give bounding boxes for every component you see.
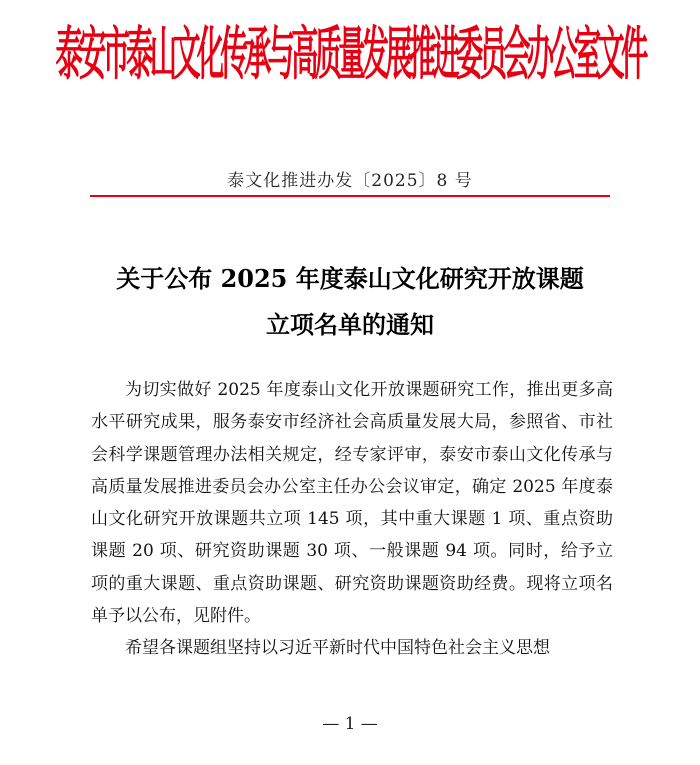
red-divider — [90, 195, 610, 197]
notice-title-line2: 立项名单的通知 — [266, 310, 434, 339]
notice-title-line1: 关于公布 2025 年度泰山文化研究开放课题 — [116, 264, 584, 293]
body-paragraph: 为切实做好 2025 年度泰山文化开放课题研究工作，推出更多高水平研究成果，服务泰安市经济社会高质量发展大局，参照省、市社会科学课题管理办法相关规定，经专家评审，泰安市泰山文化传承与高质量发展推进委员会办公室主任办公会议审定，确定 2025 年度泰山文化研究开放课题共立项 145 项，其中重大课题 1 项、重点资助课题 20 项、研究资助课题 30 项、一般课题 94 项。同时，给予立项的重大课题、重点资助课题、研究资助课题资助经费。现将立项名单予以公布，见附件。 — [91, 380, 613, 627]
page-number: — 1 — — [322, 714, 378, 734]
document-number: 泰文化推进办发〔2025〕8 号 — [227, 171, 473, 191]
masthead-title: 泰安市泰山文化传承与高质量发展推进委员会办公室文件 — [55, 21, 645, 89]
notice-body — [91, 374, 613, 665]
notice-title — [0, 256, 700, 348]
masthead — [0, 8, 700, 90]
body-paragraph: 希望各课题组坚持以习近平新时代中国特色社会主义思想 — [125, 638, 550, 659]
